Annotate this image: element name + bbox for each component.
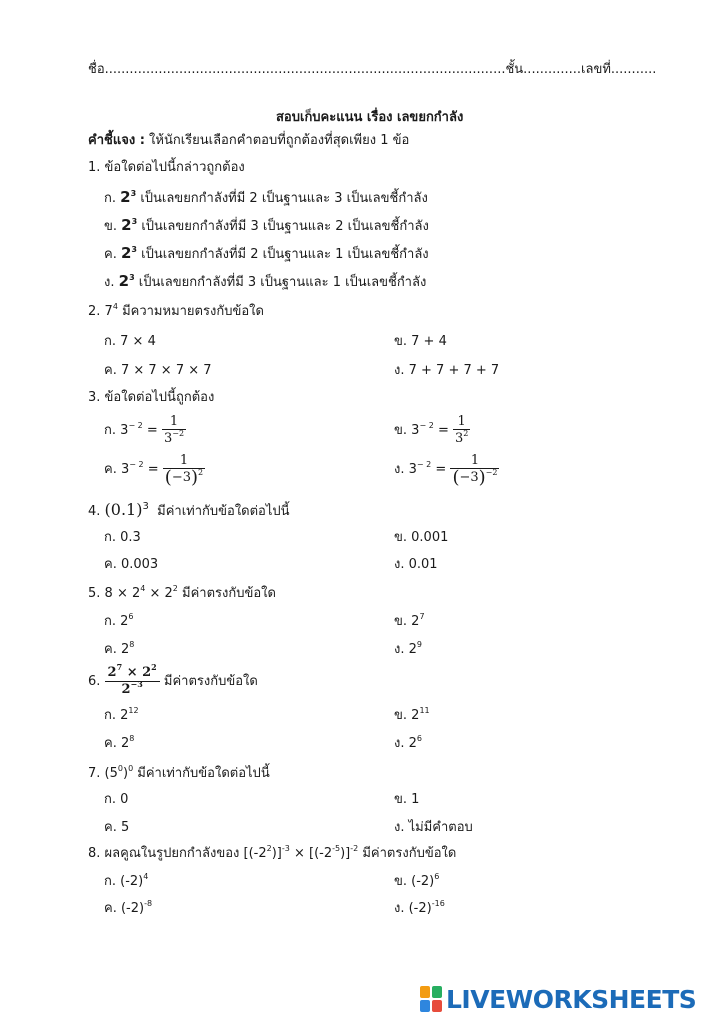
q7-option-d[interactable]: ง. ไม่มีคำตอบ (394, 820, 473, 835)
q3-option-b[interactable]: ข. $3^{- 2}$ = $\frac{1}{3^2}$ (394, 414, 469, 446)
q3-option-c[interactable]: ค. $3^{- 2}$ = $\frac{1}{(-3)^2}$ (104, 453, 204, 488)
q2-option-c[interactable]: ค. 7 × 7 × 7 × 7 (104, 363, 212, 378)
q5-option-b[interactable]: ข. $2^7$ (394, 612, 425, 629)
q5-option-c[interactable]: ค. $2^8$ (104, 640, 135, 657)
question-1-text: 1. ข้อใดต่อไปนี้กล่าวถูกต้อง (88, 160, 245, 175)
q8-option-d[interactable]: ง. $(-2)^{-16}$ (394, 899, 445, 916)
question-3-text: 3. ข้อใดต่อไปนี้ถูกต้อง (88, 390, 215, 405)
q5-option-d[interactable]: ง. $2^9$ (394, 640, 422, 657)
liveworksheets-logo-icon (420, 986, 442, 1012)
question-8-text: 8. ผลคูณในรูปยกกำลังของ $[(-2^2)]^{-3} \times [(-2^{-5})]^{-2}$ มีค่าตรงกับข้อใด (88, 844, 457, 861)
q3-option-a[interactable]: ก. $3^{- 2}$ = $\frac{1}{3^{-2}}$ (104, 414, 185, 446)
liveworksheets-logo (420, 984, 696, 1014)
name-field-label[interactable]: ชื่อ................................................................................................. (88, 62, 506, 77)
number-field-label[interactable]: เลขที่........... (581, 62, 657, 77)
logo-text: LIVEWORKSHEETS (446, 984, 697, 1014)
q6-option-a[interactable]: ก. $2^{12}$ (104, 706, 139, 723)
q1-option-a[interactable]: ก. $2^3$ เป็นเลขยกกำลังที่มี 2 เป็นฐานและ 3 เป็นเลขชี้กำลัง (104, 188, 428, 206)
q4-option-a[interactable]: ก. 0.3 (104, 530, 141, 545)
instruction (88, 133, 409, 149)
q4-option-d[interactable]: ง. 0.01 (394, 557, 438, 572)
q1-option-b[interactable]: ข. $2^3$ เป็นเลขยกกำลังที่มี 3 เป็นฐานและ 2 เป็นเลขชี้กำลัง (104, 216, 429, 234)
class-field-label[interactable]: ชั้น.............. (505, 62, 582, 77)
q7-option-a[interactable]: ก. 0 (104, 792, 129, 807)
question-7-text: 7. $(5^0)^0$ มีค่าเท่ากับข้อใดต่อไปนี้ (88, 764, 270, 781)
q6-option-d[interactable]: ง. $2^6$ (394, 734, 422, 751)
question-5-text: 5. $8 \times 2^4 \times 2^2$ มีค่าตรงกับข้อใด (88, 584, 276, 601)
q7-option-c[interactable]: ค. 5 (104, 820, 130, 835)
q6-option-c[interactable]: ค. $2^8$ (104, 734, 135, 751)
q5-option-a[interactable]: ก. $2^6$ (104, 612, 134, 629)
instruction-label: คำชี้แจง : (88, 133, 145, 148)
q8-option-c[interactable]: ค. $(-2)^{-8}$ (104, 899, 153, 916)
q1-option-c[interactable]: ค. $2^3$ เป็นเลขยกกำลังที่มี 2 เป็นฐานและ 1 เป็นเลขชี้กำลัง (104, 244, 429, 262)
q4-option-c[interactable]: ค. 0.003 (104, 557, 159, 572)
q8-option-a[interactable]: ก. $(-2)^4$ (104, 872, 149, 889)
q6-option-b[interactable]: ข. $2^{11}$ (394, 706, 430, 723)
question-6-text: 6. $\frac{2^7 \times 2^2}{2^{-3}}$ มีค่าตรงกับข้อใด (88, 662, 258, 697)
question-2-text: 2. $7^4$ มีความหมายตรงกับข้อใด (88, 302, 264, 319)
q7-option-b[interactable]: ข. 1 (394, 792, 420, 807)
q4-option-b[interactable]: ข. 0.001 (394, 530, 449, 545)
q2-option-d[interactable]: ง. 7 + 7 + 7 + 7 (394, 363, 500, 378)
q6-fraction: $\frac{2^7 \times 2^2}{2^{-3}}$ (105, 665, 160, 698)
q1-option-d[interactable]: ง. $2^3$ เป็นเลขยกกำลังที่มี 3 เป็นฐานและ 1 เป็นเลขชี้กำลัง (104, 272, 427, 290)
instruction-text: ให้นักเรียนเลือกคำตอบที่ถูกต้องที่สุดเพียง 1 ข้อ (149, 133, 410, 148)
q2-option-a[interactable]: ก. 7 × 4 (104, 334, 156, 349)
student-info-header (88, 58, 656, 79)
page-title: สอบเก็บคะแนน เรื่อง เลขยกกำลัง (276, 110, 464, 125)
q8-option-b[interactable]: ข. $(-2)^6$ (394, 872, 440, 889)
q2-option-b[interactable]: ข. 7 + 4 (394, 334, 447, 349)
question-4-text: 4. $(0.1)^3$ มีค่าเท่ากับข้อใดต่อไปนี้ (88, 500, 290, 519)
q3-option-d[interactable]: ง. $3^{- 2}$ = $\frac{1}{(-3)^{-2}}$ (394, 453, 498, 488)
